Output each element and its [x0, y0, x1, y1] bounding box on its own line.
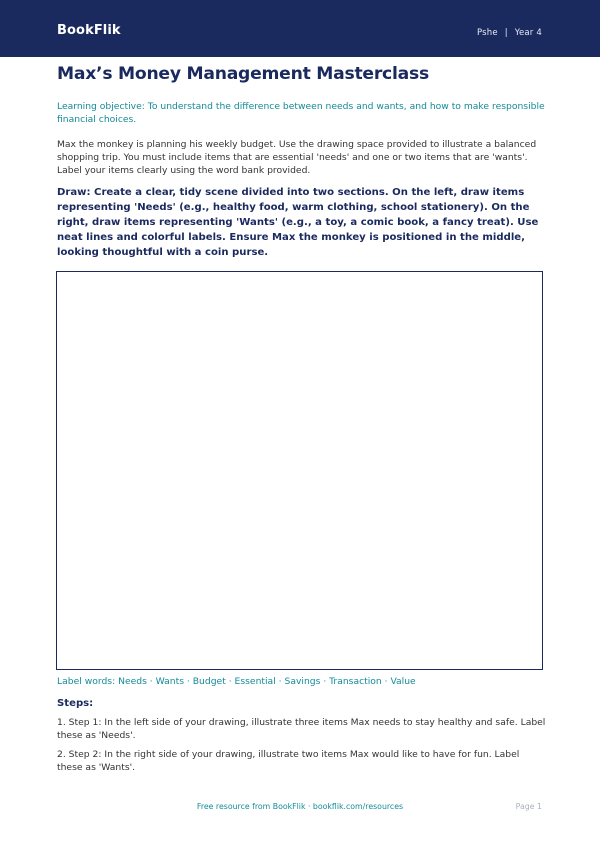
step-item: 2. Step 2: In the right side of your drawing, illustrate two items Max would like to have for fun. Label these as 'Wants'. [57, 749, 520, 773]
drawing-area[interactable] [56, 271, 543, 670]
worksheet-title: Max’s Money Management Masterclass [57, 64, 429, 84]
intro-text: Max the monkey is planning his weekly budget. Use the drawing space provided to illustrate a balanced shopping trip. You must include items that are essential 'needs' and one or two items that are 'wants'. Label your items clearly using the word bank provided. [57, 139, 537, 176]
word-bank: Label words: Needs · Wants · Budget · Essential · Savings · Transaction · Value [57, 676, 416, 687]
page-number: Page 1 [515, 802, 542, 811]
year-label: Year 4 [514, 28, 542, 38]
subject-label: Pshe [476, 28, 498, 38]
steps-list [57, 716, 547, 780]
steps-heading: Steps: [57, 698, 94, 709]
header-bar [0, 0, 600, 57]
subject-year [477, 28, 542, 38]
footer-credit[interactable]: Free resource from BookFlik · bookflik.com/resources [196, 802, 404, 811]
step-item: 1. Step 1: In the left side of your drawing, illustrate three items Max needs to stay healthy and safe. Label these as 'Needs'. [57, 717, 546, 741]
meta-separator: | [504, 28, 508, 38]
draw-instruction: Draw: Create a clear, tidy scene divided into two sections. On the left, draw items representing 'Needs' (e.g., healthy food, warm clothing, school stationery). On the right, draw items representing 'Wants' (e.g., a toy, a comic book, a fancy treat). Use neat lines and colorful labels. Ensure Max the monkey is positioned in the middle, looking thoughtful with a coin purse. [57, 187, 539, 258]
brand-logo[interactable]: BookFlik [57, 23, 121, 38]
learning-objective: Learning objective: To understand the difference between needs and wants, and how to make responsible financial choices. [57, 101, 545, 125]
